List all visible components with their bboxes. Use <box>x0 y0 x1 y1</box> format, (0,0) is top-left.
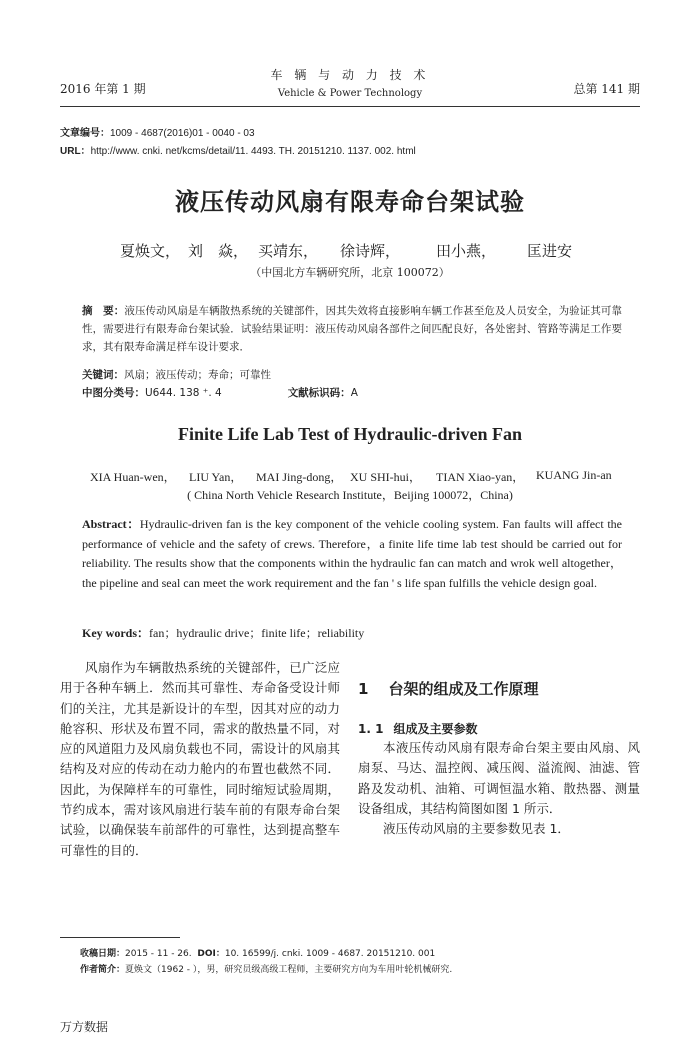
abstract-en-text: Hydraulic-driven fan is the key component of the vehicle cooling system. Fan faults will affect the performance of vehicle and the safety of crews. Therefore，a finite life time lab test should be carried out for reliability. The results show that the components within the hydraulic fan can match and wrok well altogether，the pipeline and seal can meet the work requirement and the fan ' s life span fulfills the vehicle design goal. <box>82 517 622 590</box>
author-cn: 徐诗辉， <box>340 242 401 260</box>
keywords-en-label: Key words： <box>82 626 149 640</box>
body-right-column <box>358 738 640 839</box>
author-cn: 刘 焱， <box>188 242 249 260</box>
author-en: MAI Jing-dong， <box>256 470 343 484</box>
keywords-cn-label: 关键词： <box>82 369 124 381</box>
article-number: 1009 - 4687(2016)01 - 0040 - 03 <box>110 128 255 139</box>
author-en: KUANG Jin-an <box>536 468 612 482</box>
url-label: URL： <box>60 146 91 157</box>
article-number-label: 文章编号： <box>60 128 110 139</box>
body-paragraph: 本液压传动风扇有限寿命台架主要由风扇、风扇泵、马达、温控阀、减压阀、溢流阀、油滤、管路及发动机、油箱、可调恒温水箱、散热器、测量设备组成，其结构简图如图 1 所示． <box>358 740 640 816</box>
abstract-cn-label: 摘 要： <box>82 305 125 317</box>
author-bio-label: 作者简介： <box>80 965 126 975</box>
received-date: 2015 - 11 - 26. <box>125 949 192 959</box>
author-cn: 买靖东， <box>258 242 319 260</box>
doc-code: A <box>350 387 358 399</box>
author-bio: 夏焕文（1962 - ），男，研究员级高级工程师，主要研究方向为车用叶轮机械研究. <box>125 965 453 975</box>
author-cn: 田小燕， <box>436 242 497 260</box>
keywords-cn-text: 风扇；液压传动；寿命；可靠性 <box>124 369 271 381</box>
body-paragraph: 液压传动风扇的主要参数见表 1． <box>383 821 570 837</box>
doi-value: 10. 16599/j. cnki. 1009 - 4687. 20151210. 001 <box>224 949 436 959</box>
affiliation-cn: （中国北方车辆研究所，北京 100072） <box>250 266 450 279</box>
intro-paragraph: 风扇作为车辆散热系统的关键部件，已广泛应用于各种车辆上．然而其可靠性、寿命备受设计师们的关注，尤其是新设计的车型，因其对应的动力舱容积、形状及布置不同，需求的散热量不同，对应的风道阻力及风扇负载也不同，需设计的风扇其结构及对应的传动在动力舱内的布置也截然不同．因此，为保障样车的可靠性，同时缩短试验周期，节约成本，需对该风扇进行装车前的有限寿命台架试验，以确保装车前部件的可靠性，达到提高整车可靠性的目的． <box>60 660 340 858</box>
section-heading <box>358 678 538 699</box>
article-meta <box>60 125 416 161</box>
subsection-number: 1. 1 <box>358 722 384 736</box>
keywords-en-text: fan；hydraulic drive；finite life；reliability <box>149 626 365 640</box>
title-en: Finite Life Lab Test of Hydraulic-driven Fan <box>177 424 522 444</box>
clc-code: U644. 138 ⁺. 4 <box>145 387 222 399</box>
section-title: 台架的组成及工作原理 <box>388 680 539 698</box>
body-left-column <box>60 658 340 861</box>
subsection-title: 组成及主要参数 <box>393 722 478 736</box>
abstract-cn <box>82 302 622 356</box>
doi-label: DOI： <box>197 949 225 959</box>
doc-code-label: 文献标识码： <box>287 387 351 399</box>
abstract-en-label: Abstract： <box>82 517 140 531</box>
issue-label: 2016 年第 1 期 <box>60 82 146 96</box>
author-cn: 匡进安 <box>527 242 573 260</box>
author-en: XU SHI-hui， <box>350 470 421 484</box>
received-line <box>80 946 452 962</box>
source-watermark: 万方数据 <box>60 1020 109 1034</box>
clc-label: 中图分类号： <box>82 387 145 399</box>
abstract-en <box>82 515 622 593</box>
author-en: LIU Yan， <box>189 470 243 484</box>
section-number: 1 <box>358 680 369 698</box>
article-number-line <box>60 125 416 143</box>
keywords-en <box>82 624 364 641</box>
journal-name-en: Vehicle & Power Technology <box>277 88 423 99</box>
abstract-cn-text: 液压传动风扇是车辆散热系统的关键部件，因其失效将直接影响车辆工作甚至危及人员安全，为验证其可靠性，需要进行有限寿命台架试验．试验结果证明：液压传动风扇各部件之间匹配良好，各处密封、管路等满足工作要求，其有限寿命满足样车设计要求． <box>82 305 623 353</box>
subsection-heading <box>358 720 477 737</box>
footnote <box>80 946 452 978</box>
journal-name-cn: 车 辆 与 动 力 技 术 <box>270 68 430 82</box>
affiliation-en: ( China North Vehicle Research Institute，Beijing 100072，China) <box>187 488 513 502</box>
author-cn: 夏焕文， <box>120 242 181 260</box>
footnote-rule <box>60 937 180 938</box>
keywords-cn-line <box>82 366 358 384</box>
total-issue-label: 总第 141 期 <box>573 82 640 96</box>
received-label: 收稿日期： <box>80 949 126 959</box>
author-bio-line <box>80 962 452 978</box>
classification-line <box>82 384 358 402</box>
header-rule <box>60 106 640 107</box>
author-en: XIA Huan-wen， <box>90 470 176 484</box>
title-cn: 液压传动风扇有限寿命台架试验 <box>175 188 525 216</box>
url-line <box>60 143 416 161</box>
author-en: TIAN Xiao-yan， <box>436 470 525 484</box>
article-url[interactable]: http://www. cnki. net/kcms/detail/11. 4493. TH. 20151210. 1137. 002. html <box>90 146 416 157</box>
keywords-cn <box>82 366 358 402</box>
